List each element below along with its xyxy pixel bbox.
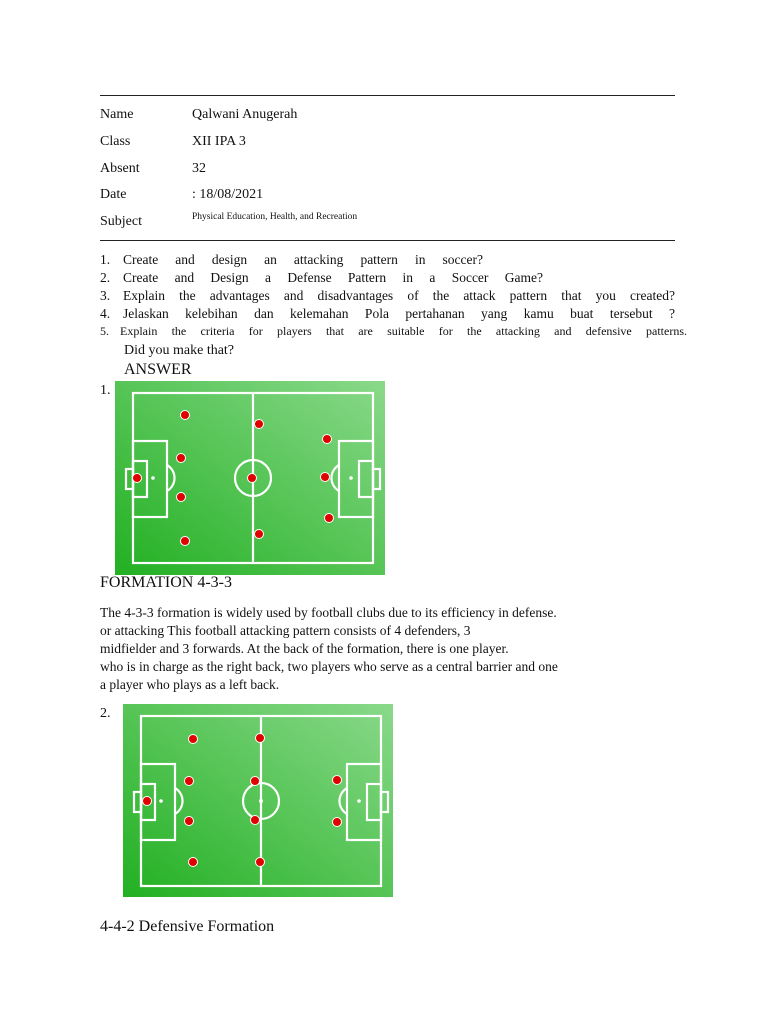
- player-marker: [323, 435, 332, 444]
- subject-value: Physical Education, Health, and Recreation: [192, 212, 358, 222]
- answer-heading: ANSWER: [124, 361, 192, 378]
- question-number: 3.: [100, 288, 111, 303]
- question-continuation: Did you make that?: [124, 343, 235, 358]
- player-marker: [189, 735, 198, 744]
- player-marker: [251, 777, 260, 786]
- class-value: XII IPA 3: [192, 134, 246, 149]
- player-marker: [185, 777, 194, 786]
- player-marker: [255, 420, 264, 429]
- question-item: [100, 270, 675, 286]
- paragraph-line: The 4-3-3 formation is widely used by football clubs due to its efficiency in defense.: [100, 605, 557, 620]
- formation-442-heading: 4-4-2 Defensive Formation: [100, 918, 275, 935]
- question-number: 5.: [100, 324, 109, 338]
- pitch-grass: [123, 704, 393, 897]
- name-value: Qalwani Anugerah: [192, 107, 298, 122]
- soccer-pitch-433: [115, 381, 385, 575]
- question-text: Explain the criteria for players that are suitable for the attacking and defensive patterns.: [120, 324, 687, 338]
- question-item: [100, 288, 675, 304]
- absent-label: Absent: [100, 161, 140, 176]
- absent-value: 32: [192, 161, 206, 176]
- soccer-pitch-442: [123, 704, 393, 897]
- paragraph-line: a player who plays as a left back.: [100, 677, 280, 692]
- paragraph-line: midfielder and 3 forwards. At the back of the formation, there is one player.: [100, 641, 509, 656]
- player-marker: [185, 817, 194, 826]
- paragraph-line: or attacking This football attacking pattern consists of 4 defenders, 3: [100, 623, 471, 638]
- paragraph-line: who is in charge as the right back, two players who serve as a central barrier and one: [100, 659, 558, 674]
- question-text: Jelaskan kelebihan dan kelemahan Pola pertahanan yang kamu buat tersebut ?: [123, 306, 675, 321]
- player-marker: [256, 858, 265, 867]
- top-rule: [100, 95, 675, 96]
- player-marker: [177, 493, 186, 502]
- date-value: : 18/08/2021: [192, 187, 264, 202]
- player-marker: [255, 530, 264, 539]
- player-marker: [133, 474, 142, 483]
- player-marker: [333, 818, 342, 827]
- player-marker: [181, 411, 190, 420]
- question-number: 4.: [100, 306, 111, 321]
- player-marker: [248, 474, 257, 483]
- player-marker: [333, 776, 342, 785]
- bottom-rule: [100, 240, 675, 241]
- subject-label: Subject: [100, 214, 142, 229]
- player-marker: [143, 797, 152, 806]
- player-marker: [325, 514, 334, 523]
- date-label: Date: [100, 187, 127, 202]
- answer-number: 2.: [100, 706, 111, 721]
- question-number: 1.: [100, 252, 111, 267]
- question-text: Explain the advantages and disadvantages of the attack pattern that you created?: [123, 288, 675, 303]
- name-label: Name: [100, 107, 134, 122]
- answer-number: 1.: [100, 383, 111, 398]
- question-text: Create and Design a Defense Pattern in a Soccer Game?: [123, 270, 543, 285]
- question-item: [100, 306, 675, 322]
- player-marker: [181, 537, 190, 546]
- question-text: Create and design an attacking pattern in soccer?: [123, 252, 483, 267]
- player-marker: [251, 816, 260, 825]
- question-number: 2.: [100, 270, 111, 285]
- question-item: [100, 252, 675, 268]
- question-item: [100, 324, 687, 339]
- player-marker: [189, 858, 198, 867]
- player-marker: [256, 734, 265, 743]
- player-marker: [177, 454, 186, 463]
- class-label: Class: [100, 134, 131, 149]
- player-marker: [321, 473, 330, 482]
- formation-433-heading: FORMATION 4-3-3: [100, 574, 232, 591]
